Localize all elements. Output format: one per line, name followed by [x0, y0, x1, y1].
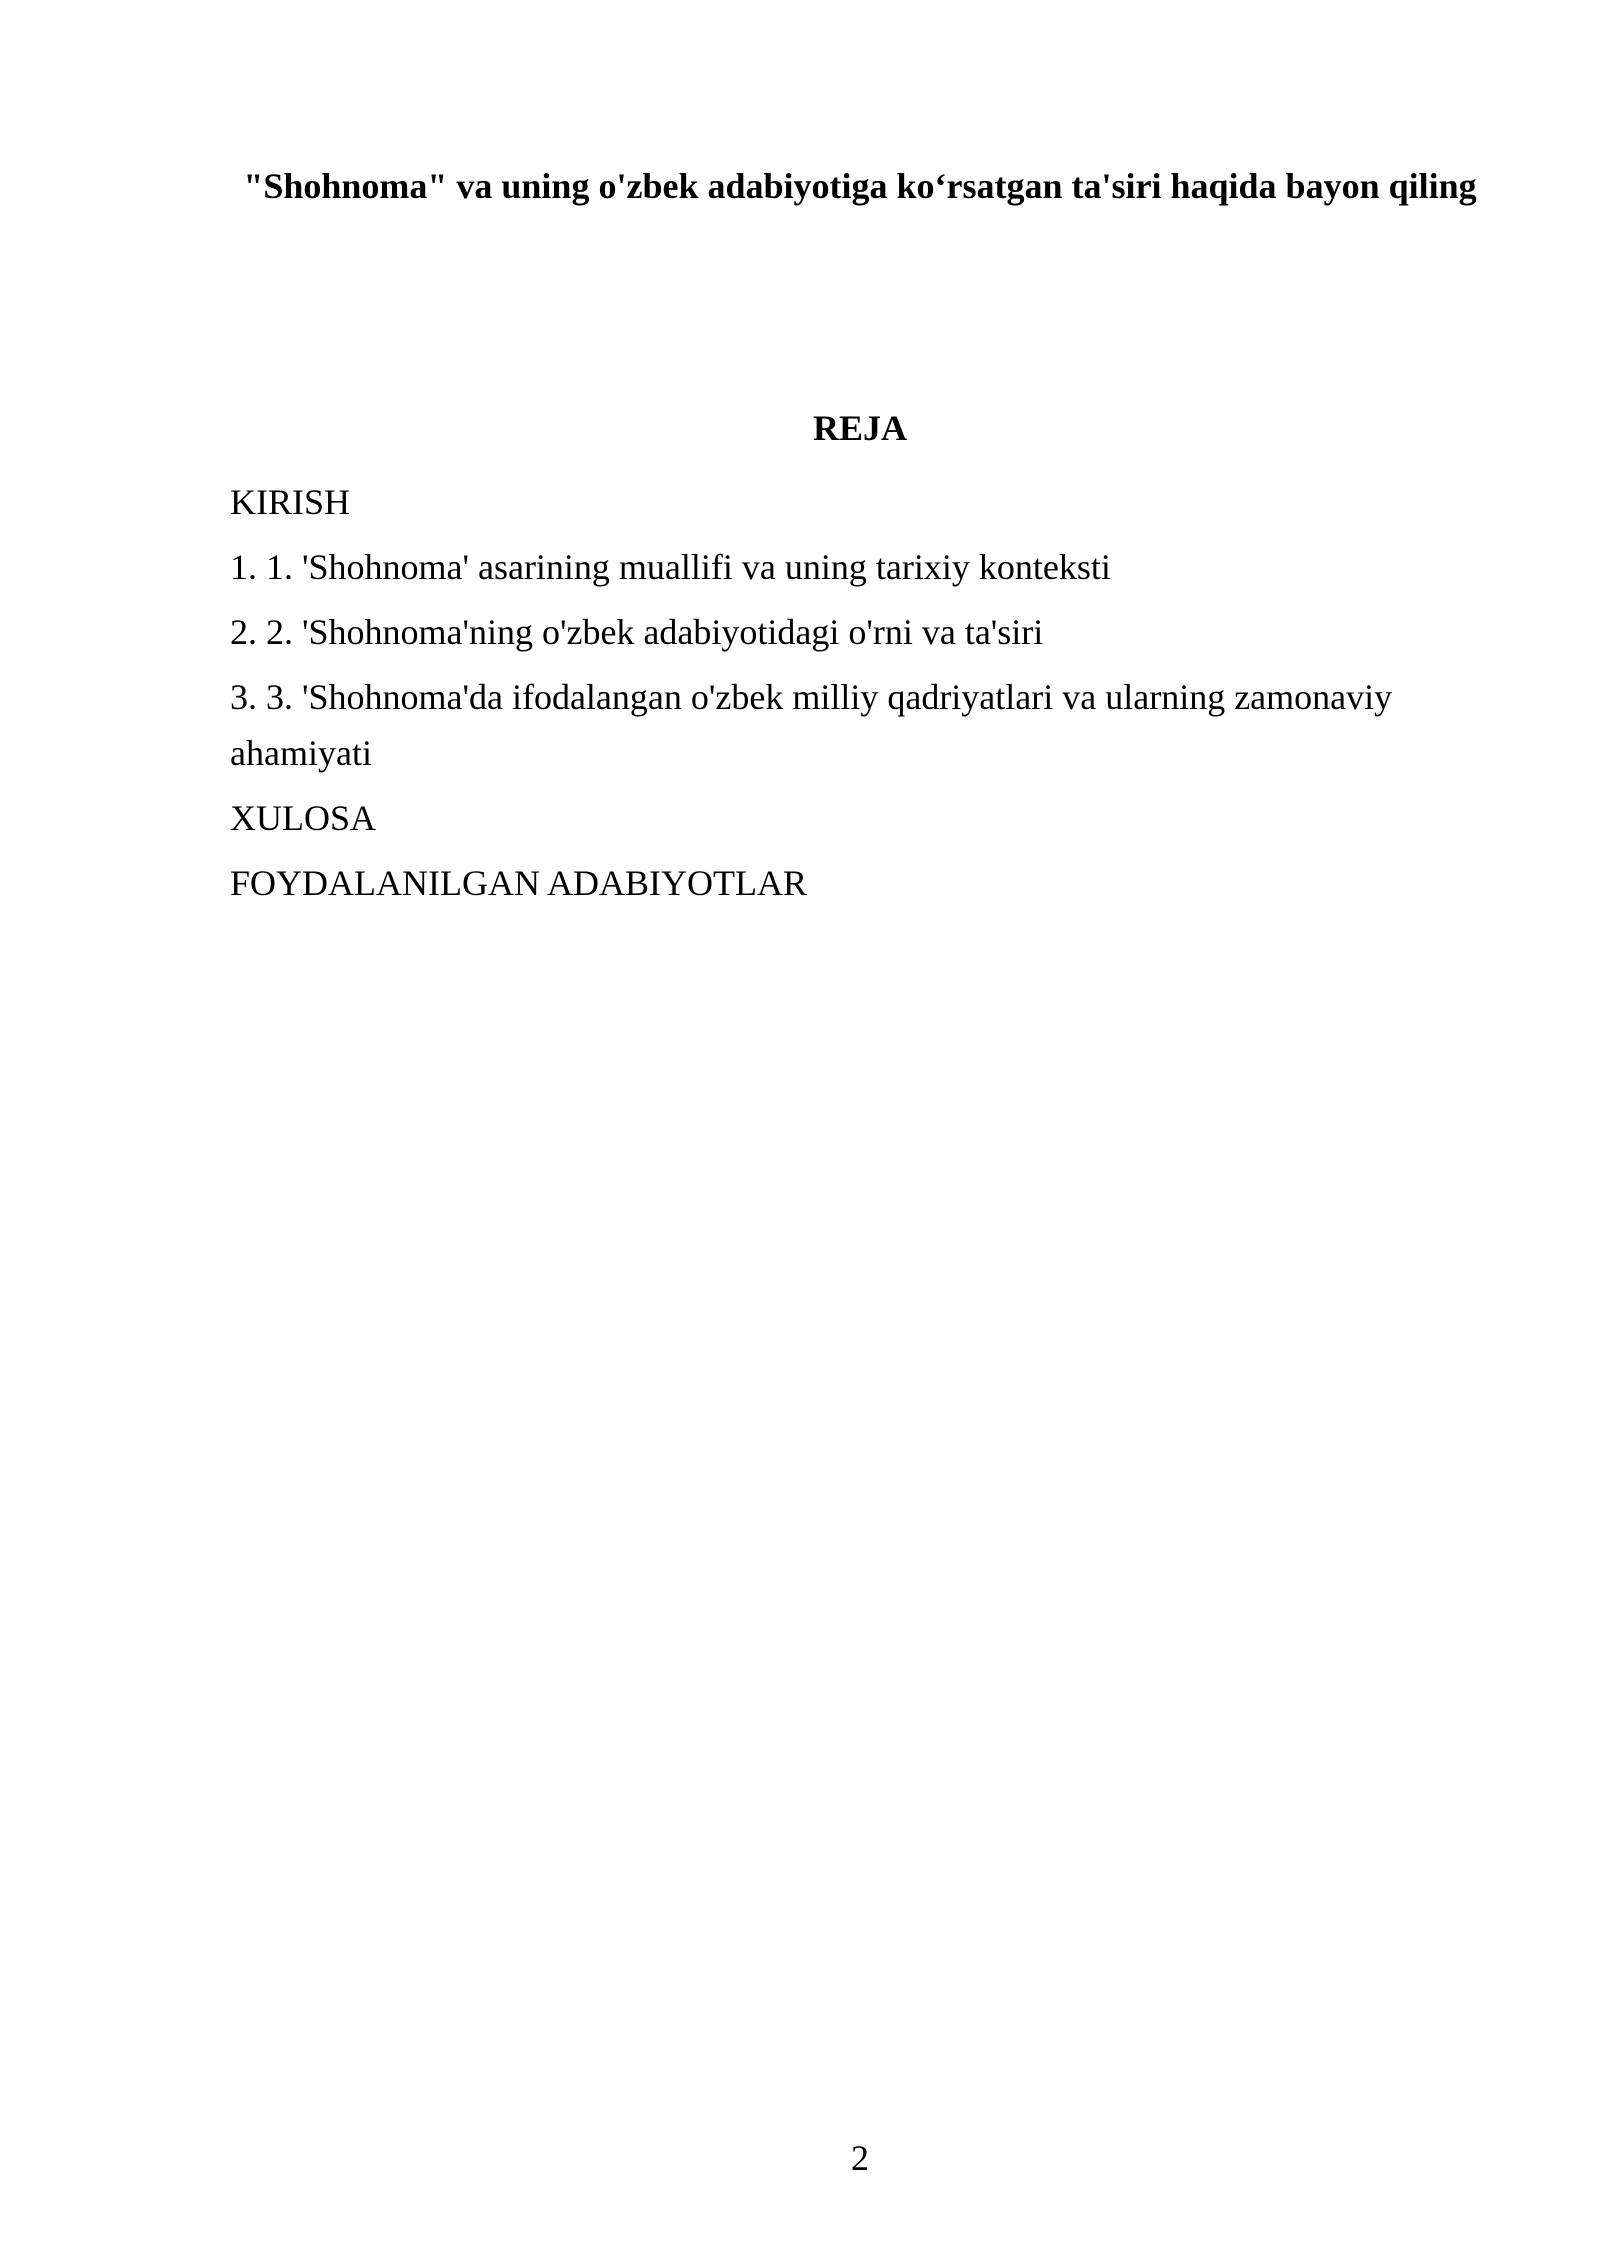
- document-title: "Shohnoma" va uning o'zbek adabiyotiga koʻrsatgan ta'siri haqida bayon qiling: [243, 166, 1477, 206]
- plan-heading: REJA: [812, 408, 907, 448]
- plan-item-introduction: KIRISH: [230, 482, 351, 522]
- plan-item-3: 3. 3. 'Shohnoma'da ifodalangan o'zbek milliy qadriyatlari va ularning zamonaviy ahamiyati: [230, 677, 1393, 773]
- plan-item-1: 1. 1. 'Shohnoma' asarining muallifi va uning tarixiy konteksti: [230, 547, 1111, 587]
- plan-list: [230, 474, 1490, 920]
- plan-item-references: FOYDALANILGAN ADABIYOTLAR: [230, 863, 807, 903]
- plan-item-conclusion: XULOSA: [230, 798, 377, 838]
- page-number: 2: [851, 2138, 869, 2178]
- plan-item-2: 2. 2. 'Shohnoma'ning o'zbek adabiyotidagi o'rni va ta'siri: [230, 612, 1044, 652]
